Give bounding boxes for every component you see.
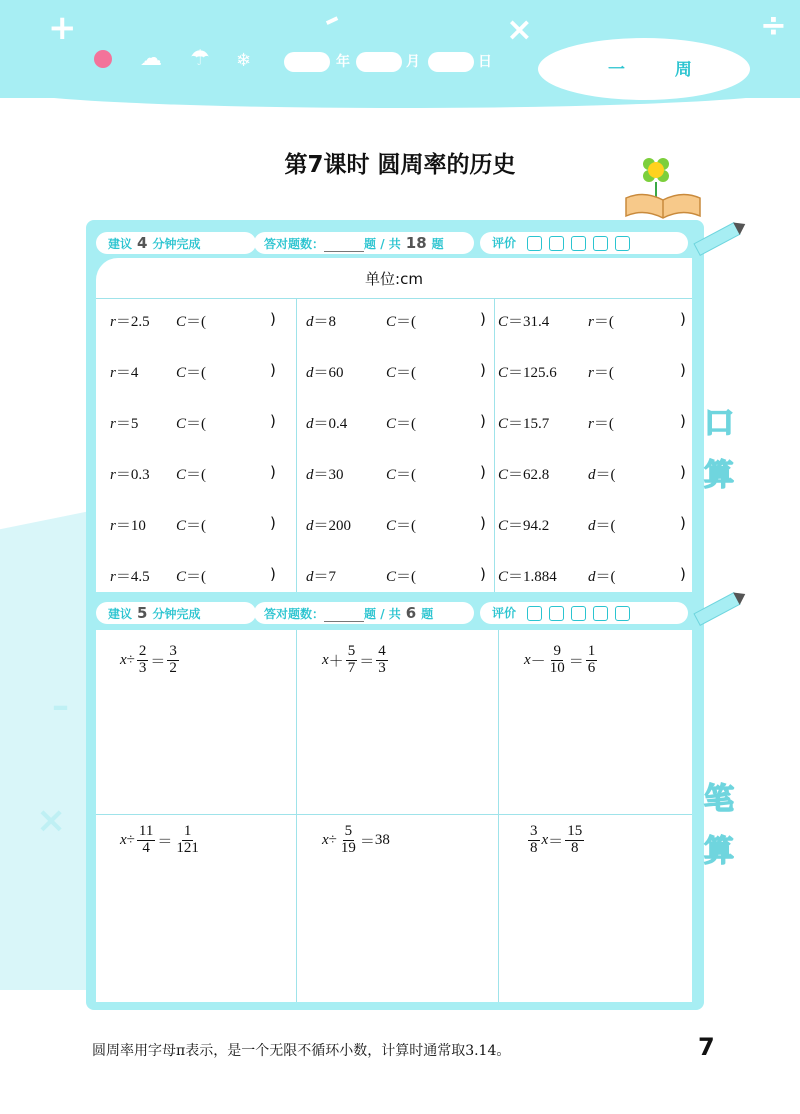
suggest-minutes: 4 — [137, 234, 148, 252]
closing-paren: ) — [680, 412, 686, 430]
oral-answer-field[interactable]: d＝( — [588, 569, 616, 585]
written-label-1: 笔 — [704, 782, 734, 817]
fraction — [376, 644, 388, 677]
correct-mid: 题 / 共 — [364, 607, 401, 621]
oral-given: d＝8 — [306, 314, 337, 330]
oral-given: r＝4.5 — [110, 569, 150, 585]
fraction — [346, 644, 358, 677]
oral-given: C＝15.7 — [498, 416, 550, 432]
equation-6[interactable] — [526, 824, 586, 857]
footer-note: 圆周率用字母π表示，是一个无限不循环小数，计算时通常取3.14。 — [92, 1043, 511, 1059]
correct-count-field[interactable] — [324, 607, 364, 622]
var-x: x — [120, 651, 127, 668]
minus-icon: – — [52, 686, 69, 726]
oral-given: C＝1.884 — [498, 569, 557, 585]
snow-icon: ❄ — [236, 50, 252, 71]
denominator: 3 — [378, 659, 386, 676]
written-calc-bar — [86, 596, 704, 630]
divide-icon: ÷ — [760, 6, 787, 44]
closing-paren: ) — [480, 310, 486, 328]
oral-answer-field[interactable]: C＝( — [386, 518, 417, 534]
fraction — [528, 824, 540, 857]
numerator: 9 — [553, 643, 561, 659]
numerator: 5 — [344, 823, 353, 839]
closing-paren: ) — [480, 412, 486, 430]
numerator: 5 — [347, 643, 356, 659]
numerator: 3 — [169, 643, 177, 659]
page-title: 第7课时 圆周率的历史 — [284, 152, 516, 178]
rating-group — [480, 602, 688, 624]
correct-suffix: 题 — [431, 237, 444, 251]
oral-given: d＝60 — [306, 365, 344, 381]
closing-paren: ) — [480, 361, 486, 379]
day-label: 日 — [478, 54, 492, 70]
score-counter — [254, 602, 474, 624]
var-x: x — [524, 651, 531, 668]
times-icon: × — [506, 10, 533, 48]
denominator: 121 — [176, 839, 199, 856]
fraction — [548, 644, 567, 677]
oral-answer-field[interactable]: d＝( — [588, 518, 616, 534]
oral-given: r＝10 — [110, 518, 146, 534]
fraction — [174, 824, 201, 857]
suggest-prefix: 建议 — [108, 237, 133, 251]
score-counter — [254, 232, 474, 254]
fraction — [339, 824, 358, 857]
oral-label-2: 算 — [704, 458, 734, 493]
numerator: 2 — [138, 643, 147, 659]
equation-3[interactable] — [524, 644, 599, 677]
thumb-icon[interactable] — [593, 606, 608, 621]
equation-5[interactable] — [322, 824, 390, 857]
oral-answer-field[interactable]: r＝( — [588, 365, 614, 381]
denominator: 10 — [549, 659, 565, 676]
oral-given: C＝94.2 — [498, 518, 550, 534]
oral-given: r＝2.5 — [110, 314, 150, 330]
oral-given: C＝62.8 — [498, 467, 550, 483]
thumb-icon[interactable] — [615, 606, 630, 621]
correct-count-field[interactable] — [324, 237, 364, 252]
closing-paren: ) — [270, 412, 276, 430]
numerator: 1 — [587, 643, 596, 659]
correct-total: 18 — [405, 234, 427, 252]
oral-answer-field[interactable]: r＝( — [588, 314, 614, 330]
page-number: 7 — [698, 1033, 715, 1061]
oral-answer-field[interactable]: r＝( — [588, 416, 614, 432]
left-decoration-panel — [0, 510, 95, 990]
numerator: 11 — [138, 823, 154, 839]
written-label-2: 算 — [704, 834, 734, 869]
numerator: 15 — [567, 823, 583, 839]
month-label: 月 — [406, 54, 420, 70]
oral-answer-field[interactable]: C＝( — [176, 314, 207, 330]
oral-given: r＝0.3 — [110, 467, 150, 483]
denominator: 8 — [570, 839, 579, 856]
rating-label: 评价 — [492, 606, 517, 620]
oral-answer-field[interactable]: C＝( — [176, 569, 207, 585]
suggest-minutes: 5 — [137, 604, 148, 622]
column-divider — [296, 298, 297, 592]
thumb-icon[interactable] — [571, 236, 586, 251]
column-divider — [498, 630, 499, 1002]
row-divider — [96, 814, 692, 815]
day-field[interactable] — [428, 52, 474, 72]
oral-given: r＝5 — [110, 416, 139, 432]
oral-answer-field[interactable]: C＝( — [386, 416, 417, 432]
oral-given: d＝200 — [306, 518, 352, 534]
correct-suffix: 题 — [421, 607, 434, 621]
thumb-icon[interactable] — [615, 236, 630, 251]
year-label: 年 — [336, 54, 350, 70]
denominator: 2 — [169, 659, 177, 676]
closing-paren: ) — [680, 514, 686, 532]
oral-answer-field[interactable]: C＝( — [176, 365, 207, 381]
denominator: 3 — [138, 659, 147, 676]
rating-label: 评价 — [492, 236, 517, 250]
closing-paren: ) — [680, 463, 686, 481]
correct-prefix: 答对题数： — [264, 607, 325, 621]
oral-answer-field[interactable]: C＝( — [176, 518, 207, 534]
suggest-suffix: 分钟完成 — [152, 237, 201, 251]
written-calc-panel — [96, 630, 692, 1002]
closing-paren: ) — [270, 565, 276, 583]
closing-paren: ) — [680, 361, 686, 379]
suggest-suffix: 分钟完成 — [152, 607, 201, 621]
closing-paren: ) — [270, 514, 276, 532]
var-x: x — [120, 831, 127, 848]
numerator: 4 — [378, 643, 386, 659]
rain-icon: ☂ — [190, 46, 210, 71]
closing-paren: ) — [270, 361, 276, 379]
numerator: 3 — [530, 823, 538, 839]
operator: ÷ — [126, 651, 135, 668]
times-icon: × — [36, 800, 67, 841]
equation-4[interactable] — [120, 824, 203, 857]
closing-paren: ) — [480, 463, 486, 481]
oral-answer-field[interactable]: C＝( — [176, 416, 207, 432]
closing-paren: ) — [480, 514, 486, 532]
thumb-icon[interactable] — [571, 606, 586, 621]
cloudy-icon: ☁ — [140, 46, 162, 71]
minus-icon: – — [317, 0, 346, 39]
week-label: 一 周 — [608, 60, 714, 80]
plus-icon: + — [48, 8, 77, 48]
var-x: x — [322, 831, 329, 848]
thumb-icon[interactable] — [549, 606, 564, 621]
fraction — [565, 824, 584, 857]
equation-2[interactable] — [322, 644, 390, 677]
denominator: 4 — [142, 839, 150, 856]
var-x: x — [541, 831, 549, 848]
fraction — [167, 644, 179, 677]
thumb-icon[interactable] — [593, 236, 608, 251]
thumb-icon[interactable] — [527, 236, 542, 251]
denominator: 7 — [347, 659, 356, 676]
thumb-icon[interactable] — [549, 236, 564, 251]
suggest-prefix: 建议 — [108, 607, 133, 621]
book-icon — [622, 152, 704, 222]
operator: ÷ — [328, 831, 337, 848]
numerator: 1 — [183, 823, 192, 839]
equals: ＝ — [359, 653, 375, 670]
result: 38 — [374, 831, 390, 848]
equation-1[interactable] — [120, 644, 181, 677]
fraction — [137, 644, 149, 677]
oral-calc-bar — [86, 226, 704, 260]
oral-answer-field[interactable]: C＝( — [386, 467, 417, 483]
var-x: x — [322, 651, 329, 668]
closing-paren: ) — [680, 565, 686, 583]
operator: － — [530, 653, 546, 670]
correct-prefix: 答对题数： — [264, 237, 325, 251]
year-field[interactable] — [284, 52, 330, 72]
rating-group — [480, 232, 688, 254]
denominator: 8 — [530, 839, 538, 856]
operator: ÷ — [126, 831, 135, 848]
operator: ＋ — [328, 653, 344, 670]
thumb-icon[interactable] — [527, 606, 542, 621]
time-suggestion — [96, 232, 256, 254]
oral-answer-field[interactable]: C＝( — [386, 314, 417, 330]
correct-total: 6 — [405, 604, 417, 622]
equals: ＝ — [150, 653, 166, 670]
closing-paren: ) — [270, 310, 276, 328]
closing-paren: ) — [270, 463, 276, 481]
closing-paren: ) — [480, 565, 486, 583]
month-field[interactable] — [356, 52, 402, 72]
oral-given: d＝7 — [306, 569, 337, 585]
equals: ＝ — [568, 653, 584, 670]
unit-label: 单位:cm — [96, 258, 692, 299]
closing-paren: ) — [680, 310, 686, 328]
denominator: 19 — [340, 839, 356, 856]
fraction — [137, 824, 155, 857]
oral-given: r＝4 — [110, 365, 139, 381]
column-divider — [494, 298, 495, 592]
sunny-icon — [94, 50, 112, 68]
equals: ＝ — [359, 833, 375, 850]
oral-label-1: 口 — [704, 406, 734, 441]
oral-given: d＝30 — [306, 467, 344, 483]
oral-answer-field[interactable]: C＝( — [386, 365, 417, 381]
flower-icon — [643, 158, 669, 198]
column-divider — [296, 630, 297, 1002]
oral-answer-field[interactable]: d＝( — [588, 467, 616, 483]
fraction — [586, 644, 598, 677]
oral-answer-field[interactable]: C＝( — [176, 467, 207, 483]
denominator: 6 — [587, 659, 596, 676]
oral-given: C＝31.4 — [498, 314, 550, 330]
equals: ＝ — [157, 833, 173, 850]
time-suggestion — [96, 602, 256, 624]
oral-given: C＝125.6 — [498, 365, 557, 381]
equals: ＝ — [548, 833, 564, 850]
oral-answer-field[interactable]: C＝( — [386, 569, 417, 585]
correct-mid: 题 / 共 — [364, 237, 401, 251]
oral-given: d＝0.4 — [306, 416, 348, 432]
